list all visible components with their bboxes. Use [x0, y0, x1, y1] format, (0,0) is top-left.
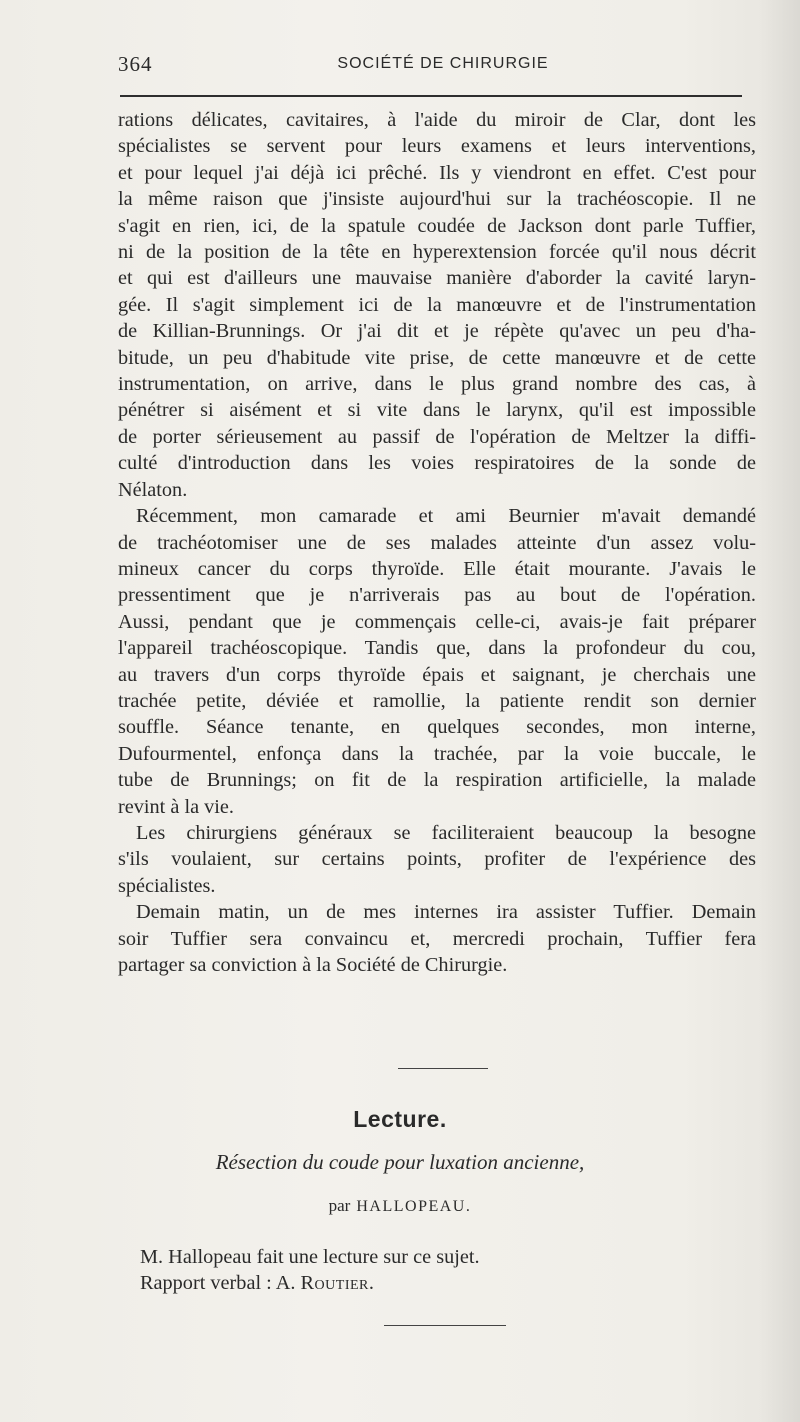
- note-prefix: Rapport verbal : A.: [140, 1272, 301, 1295]
- text-line: mineux cancer du corps thyroïde. Elle était mourante. J'avais le: [118, 557, 756, 580]
- end-rule: [384, 1325, 506, 1326]
- text-line: pénétrer si aisément et si vite dans le larynx, qu'il est impossible: [118, 399, 756, 422]
- text-line: gée. Il s'agit simplement ici de la manœuvre et de l'instrumentation: [118, 293, 756, 316]
- byline-author: HALLOPEAU.: [356, 1198, 472, 1215]
- text-line: Récemment, mon camarade et ami Beurnier m'avait demandé: [136, 505, 756, 528]
- text-line: et qui est d'ailleurs une mauvaise manière d'aborder la cavité laryn-: [118, 267, 756, 290]
- text-line: de trachéotomiser une de ses malades atteinte d'un assez volu-: [118, 531, 756, 554]
- paragraph-4: [118, 899, 756, 978]
- text-line: revint à la vie.: [118, 795, 235, 818]
- text-line: spécialistes se servent pour leurs examens et leurs interventions,: [118, 135, 756, 158]
- text-line: ni de la position de la tête en hyperextension forcée qu'il nous décrit: [118, 241, 756, 264]
- text-line: de porter sérieusement au passif de l'opération de Meltzer la diffi-: [118, 425, 756, 448]
- text-line: trachée petite, déviée et ramollie, la patiente rendit son dernier: [118, 689, 756, 712]
- text-line: Demain matin, un de mes internes ira assister Tuffier. Demain: [136, 901, 756, 924]
- text-line: Les chirurgiens généraux se faciliteraient beaucoup la besogne: [136, 821, 756, 844]
- page-number: 364: [118, 52, 153, 76]
- text-line: au travers d'un corps thyroïde épais et saignant, je cherchais une: [118, 663, 756, 686]
- text-line: partager sa conviction à la Société de Chirurgie.: [118, 954, 508, 976]
- text-line: s'agit en rien, ici, de la spatule coudée de Jackson dont parle Tuffier,: [118, 214, 756, 237]
- text-line: de Killian-Brunnings. Or j'ai dit et je répète qu'avec un peu d'ha-: [118, 320, 756, 343]
- page-header: [118, 52, 742, 82]
- section-divider: [398, 1068, 488, 1069]
- text-line: la même raison que j'insiste aujourd'hui sur la trachéoscopie. Il ne: [118, 188, 756, 211]
- text-line: culté d'introduction dans les voies respiratoires de la sonde de: [118, 452, 756, 475]
- text-line: soir Tuffier sera convaincu et, mercredi prochain, Tuffier fera: [118, 927, 756, 950]
- text-line: s'ils voulaient, sur certains points, profiter de l'expérience des: [118, 848, 756, 871]
- running-title: SOCIÉTÉ DE CHIRURGIE: [337, 55, 549, 72]
- text-line: bitude, un peu d'habitude vite prise, de cette manœuvre et de cette: [118, 346, 756, 369]
- text-line: souffle. Séance tenante, en quelques secondes, mon interne,: [118, 716, 756, 739]
- note-reporter: Routier.: [300, 1272, 375, 1295]
- paragraph-1: [118, 107, 756, 503]
- text-line: Aussi, pendant que je commençais celle-ci, avais-je fait préparer: [118, 610, 756, 633]
- text-line: spécialistes.: [118, 874, 216, 897]
- byline-prefix: par: [328, 1196, 351, 1215]
- text-line: et pour lequel j'ai déjà ici prêché. Ils y viendront en effet. C'est pour: [118, 161, 756, 184]
- section-note: [140, 1244, 480, 1297]
- text-line: rations délicates, cavitaires, à l'aide du miroir de Clar, dont les: [118, 109, 756, 131]
- body-text: [118, 107, 756, 978]
- text-line: l'appareil trachéoscopique. Tandis que, dans la profondeur du cou,: [118, 637, 756, 660]
- section-title: Lecture.: [353, 1106, 447, 1132]
- text-line: instrumentation, on arrive, dans le plus grand nombre des cas, à: [118, 373, 756, 396]
- section-subtitle: Résection du coude pour luxation ancienne,: [215, 1150, 585, 1174]
- note-line: M. Hallopeau fait une lecture sur ce sujet.: [140, 1246, 480, 1268]
- header-rule: [120, 95, 742, 97]
- paragraph-2: [118, 503, 756, 820]
- text-line: Dufourmentel, enfonça dans la trachée, par la voie buccale, le: [118, 742, 756, 765]
- text-line: tube de Brunnings; on fit de la respiration artificielle, la malade: [118, 769, 756, 792]
- text-line: Nélaton.: [118, 478, 188, 501]
- paragraph-3: [118, 820, 756, 899]
- byline: [0, 1196, 800, 1216]
- text-line: pressentiment que je n'arriverais pas au bout de l'opération.: [118, 584, 756, 607]
- note-line: [140, 1270, 480, 1296]
